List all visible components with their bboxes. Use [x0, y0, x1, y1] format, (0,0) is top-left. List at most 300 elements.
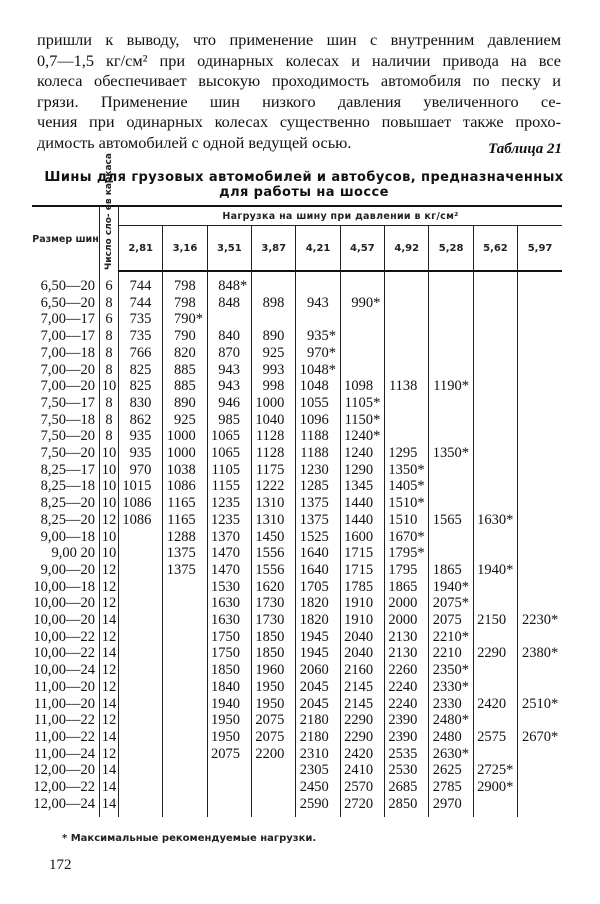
- cell-load: [119, 378, 163, 395]
- load-value: 1910: [344, 595, 374, 612]
- cell-ply-count: 14: [100, 762, 119, 779]
- cell-ply-count: 12: [100, 595, 119, 612]
- cell-load: [163, 311, 207, 328]
- load-value: 2420: [477, 695, 507, 712]
- cell-load: [473, 362, 517, 379]
- load-value: 2310: [299, 745, 329, 762]
- table-title: [40, 170, 568, 200]
- table-row: [32, 729, 562, 746]
- cell-ply-count: 8: [100, 412, 119, 429]
- load-value: 1000: [166, 428, 196, 445]
- header-pressure: 5,97: [518, 226, 562, 272]
- cell-load: [296, 729, 340, 746]
- load-value: 935: [306, 328, 329, 345]
- load-value: 1950: [211, 728, 241, 745]
- load-value: 1820: [299, 595, 329, 612]
- table-row: [32, 328, 562, 345]
- cell-load: [207, 378, 251, 395]
- cell-load: [207, 478, 251, 495]
- cell-load: [473, 662, 517, 679]
- cell-load: [252, 428, 296, 445]
- header-tire-size: [32, 206, 100, 271]
- cell-load: [340, 645, 384, 662]
- header-pressure: 5,62: [473, 226, 517, 272]
- cell-load: [385, 779, 429, 796]
- cell-load: [518, 271, 562, 295]
- load-value: 1375: [166, 545, 196, 562]
- load-value: 1640: [299, 561, 329, 578]
- cell-load: [385, 328, 429, 345]
- load-value: 890: [173, 394, 196, 411]
- cell-load: [296, 779, 340, 796]
- cell-load: [518, 328, 562, 345]
- load-value: 885: [173, 378, 196, 395]
- load-value: 1945: [299, 628, 329, 645]
- max-load-asterisk: *: [461, 378, 469, 395]
- load-value: 2130: [388, 628, 418, 645]
- cell-load: [207, 562, 251, 579]
- table-row: [32, 271, 562, 295]
- cell-load: [163, 478, 207, 495]
- load-value: 1105: [344, 394, 374, 411]
- cell-load: [473, 579, 517, 596]
- cell-load: [429, 462, 473, 479]
- max-load-asterisk: *: [506, 561, 514, 578]
- load-value: 2045: [299, 678, 329, 695]
- cell-load: [518, 696, 562, 713]
- cell-load: [252, 462, 296, 479]
- load-value: 1950: [255, 695, 285, 712]
- load-value: 993: [262, 361, 285, 378]
- cell-load: [296, 529, 340, 546]
- header-pressure: 5,28: [429, 226, 473, 272]
- cell-load: [207, 612, 251, 629]
- cell-load: [385, 662, 429, 679]
- table-row: [32, 796, 562, 817]
- load-value: 1470: [211, 545, 241, 562]
- cell-load: [207, 796, 251, 817]
- cell-load: [340, 512, 384, 529]
- cell-load: [385, 271, 429, 295]
- cell-load: [429, 271, 473, 295]
- cell-load: [252, 562, 296, 579]
- cell-load: [119, 445, 163, 462]
- cell-load: [119, 462, 163, 479]
- load-value: 2075: [432, 612, 462, 629]
- load-value: 1940: [432, 578, 462, 595]
- load-value: 1285: [299, 478, 329, 495]
- cell-load: [473, 529, 517, 546]
- load-value: 1670: [388, 528, 418, 545]
- cell-load: [340, 295, 384, 312]
- load-value: 1086: [122, 495, 152, 512]
- cell-load: [207, 746, 251, 763]
- cell-load: [119, 645, 163, 662]
- cell-load: [340, 462, 384, 479]
- load-value: 2630: [432, 745, 462, 762]
- cell-load: [163, 271, 207, 295]
- cell-tire-size: 8,25—20: [40, 495, 95, 512]
- cell-tire-size: 10,00—20: [33, 595, 95, 612]
- cell-load: [473, 428, 517, 445]
- load-value: 2570: [344, 779, 374, 796]
- load-value: 1850: [211, 662, 241, 679]
- cell-load: [207, 395, 251, 412]
- cell-load: [518, 662, 562, 679]
- cell-tire-size: 7,00—17: [40, 328, 95, 345]
- cell-load: [252, 295, 296, 312]
- cell-load: [429, 679, 473, 696]
- load-value: 2145: [344, 695, 374, 712]
- cell-load: [163, 662, 207, 679]
- load-value: 790: [173, 311, 196, 328]
- cell-load: [163, 579, 207, 596]
- load-value: 925: [262, 344, 285, 361]
- cell-load: [518, 645, 562, 662]
- cell-load: [429, 428, 473, 445]
- load-value: 2480: [432, 728, 462, 745]
- load-value: 1450: [255, 528, 285, 545]
- cell-load: [473, 328, 517, 345]
- cell-load: [252, 395, 296, 412]
- cell-ply-count: 10: [100, 545, 119, 562]
- table-label: Таблица 21: [488, 141, 562, 157]
- cell-load: [473, 495, 517, 512]
- cell-load: [119, 495, 163, 512]
- load-value: 1960: [255, 662, 285, 679]
- cell-tire-size: 8,25—18: [40, 478, 95, 495]
- load-value: 2290: [477, 645, 507, 662]
- load-value: 1190: [433, 378, 462, 395]
- cell-load: [207, 679, 251, 696]
- cell-tire-size: 11,00—22: [33, 712, 95, 729]
- table-row: [32, 595, 562, 612]
- load-value: 2210: [432, 628, 462, 645]
- cell-load: [163, 712, 207, 729]
- max-load-asterisk: *: [417, 461, 425, 478]
- load-value: 1048: [299, 378, 329, 395]
- cell-load: [252, 529, 296, 546]
- cell-load: [340, 478, 384, 495]
- load-value: 1556: [255, 545, 285, 562]
- cell-load: [340, 762, 384, 779]
- load-value: 848: [218, 294, 241, 311]
- cell-tire-size: 6,50—20: [40, 277, 95, 294]
- max-load-asterisk: *: [417, 478, 425, 495]
- load-value: 2590: [299, 795, 329, 812]
- load-value: 798: [173, 278, 196, 294]
- body-paragraph: [37, 30, 561, 153]
- cell-load: [252, 679, 296, 696]
- cell-load: [518, 378, 562, 395]
- cell-tire-size: 7,50—20: [40, 428, 95, 445]
- load-value: 2350: [432, 662, 462, 679]
- cell-load: [296, 362, 340, 379]
- table-title-line: Шины для грузовых автомобилей и автобусов, предназначенных: [44, 170, 564, 185]
- table-row: [32, 495, 562, 512]
- cell-load: [340, 311, 384, 328]
- load-value: 2040: [344, 645, 374, 662]
- cell-ply-count: 8: [100, 395, 119, 412]
- load-value: 2130: [388, 645, 418, 662]
- cell-load: [119, 395, 163, 412]
- cell-load: [340, 529, 384, 546]
- cell-load: [518, 679, 562, 696]
- cell-load: [163, 746, 207, 763]
- cell-ply-count: 14: [100, 796, 119, 817]
- cell-load: [207, 512, 251, 529]
- max-load-asterisk: *: [373, 394, 381, 411]
- cell-tire-size: 7,50—18: [40, 411, 95, 428]
- load-value: 1910: [344, 612, 374, 629]
- cell-load: [163, 495, 207, 512]
- cell-load: [252, 495, 296, 512]
- cell-load: [518, 729, 562, 746]
- cell-load: [518, 311, 562, 328]
- load-value: 1235: [211, 511, 241, 528]
- cell-load: [252, 478, 296, 495]
- load-value: 1128: [255, 428, 285, 445]
- cell-load: [340, 679, 384, 696]
- load-value: 1138: [388, 378, 418, 395]
- cell-load: [429, 412, 473, 429]
- cell-load: [163, 696, 207, 713]
- cell-load: [252, 729, 296, 746]
- table-row: [32, 378, 562, 395]
- cell-load: [296, 311, 340, 328]
- load-value: 2160: [344, 662, 374, 679]
- cell-load: [429, 779, 473, 796]
- cell-load: [385, 645, 429, 662]
- table-row: [32, 478, 562, 495]
- max-load-asterisk: *: [373, 428, 381, 445]
- cell-load: [163, 328, 207, 345]
- cell-load: [340, 696, 384, 713]
- cell-load: [163, 462, 207, 479]
- cell-load: [252, 762, 296, 779]
- load-value: 2240: [388, 695, 418, 712]
- cell-load: [473, 311, 517, 328]
- cell-load: [252, 579, 296, 596]
- cell-load: [429, 729, 473, 746]
- load-value: 1086: [166, 478, 196, 495]
- cell-load: [340, 445, 384, 462]
- load-value: 1015: [122, 478, 152, 495]
- cell-ply-count: 10: [100, 478, 119, 495]
- load-value: 1040: [255, 411, 285, 428]
- cell-tire-size: 11,00—24: [33, 745, 95, 762]
- cell-load: [429, 295, 473, 312]
- cell-load: [429, 629, 473, 646]
- cell-load: [207, 629, 251, 646]
- load-value: 2210: [432, 645, 462, 662]
- load-value: 798: [173, 294, 196, 311]
- cell-load: [473, 478, 517, 495]
- cell-load: [119, 311, 163, 328]
- load-value: 985: [218, 411, 241, 428]
- table-row: [32, 645, 562, 662]
- max-load-asterisk: *: [506, 762, 514, 779]
- cell-load: [340, 545, 384, 562]
- cell-load: [340, 712, 384, 729]
- cell-load: [473, 562, 517, 579]
- cell-load: [163, 612, 207, 629]
- cell-load: [429, 445, 473, 462]
- load-value: 1440: [344, 511, 374, 528]
- cell-load: [429, 662, 473, 679]
- cell-load: [252, 645, 296, 662]
- cell-load: [385, 696, 429, 713]
- max-load-asterisk: *: [461, 662, 469, 679]
- table-row: [32, 629, 562, 646]
- cell-load: [518, 595, 562, 612]
- cell-ply-count: 10: [100, 445, 119, 462]
- cell-load: [252, 746, 296, 763]
- load-value: 1730: [255, 595, 285, 612]
- cell-load: [296, 696, 340, 713]
- load-value: 2685: [388, 779, 418, 796]
- load-value: 1065: [211, 445, 241, 462]
- load-value: 1525: [299, 528, 329, 545]
- cell-load: [340, 428, 384, 445]
- cell-load: [252, 362, 296, 379]
- cell-load: [119, 428, 163, 445]
- load-value: 1222: [255, 478, 285, 495]
- cell-load: [296, 712, 340, 729]
- load-value: 1375: [299, 511, 329, 528]
- cell-load: [207, 462, 251, 479]
- cell-load: [340, 779, 384, 796]
- cell-load: [429, 595, 473, 612]
- table-row: [32, 712, 562, 729]
- cell-load: [340, 629, 384, 646]
- cell-load: [473, 762, 517, 779]
- load-value: 1188: [300, 428, 329, 445]
- cell-load: [252, 412, 296, 429]
- cell-tire-size: 9,00 20: [51, 545, 95, 562]
- table-row: [32, 779, 562, 796]
- load-value: 2480: [432, 712, 462, 729]
- cell-load: [296, 746, 340, 763]
- table-row: [32, 545, 562, 562]
- cell-tire-size: 9,00—20: [40, 561, 95, 578]
- load-value: 1375: [299, 495, 329, 512]
- cell-ply-count: 12: [100, 662, 119, 679]
- cell-load: [385, 412, 429, 429]
- cell-load: [518, 545, 562, 562]
- cell-load: [340, 796, 384, 817]
- cell-load: [163, 412, 207, 429]
- max-load-asterisk: *: [551, 612, 559, 629]
- cell-load: [163, 445, 207, 462]
- cell-ply-count: 12: [100, 512, 119, 529]
- cell-load: [340, 412, 384, 429]
- load-value: 1795: [388, 561, 418, 578]
- cell-tire-size: 11,00—20: [33, 678, 95, 695]
- table-row: [32, 696, 562, 713]
- cell-load: [163, 295, 207, 312]
- header-pressure: 4,21: [296, 226, 340, 272]
- cell-load: [207, 311, 251, 328]
- load-value: 1715: [344, 561, 374, 578]
- load-value: 2200: [255, 745, 285, 762]
- cell-load: [296, 512, 340, 529]
- load-value: 1055: [299, 394, 329, 411]
- cell-load: [296, 462, 340, 479]
- cell-tire-size: 7,50—20: [40, 445, 95, 462]
- cell-load: [385, 762, 429, 779]
- load-value: 1440: [344, 495, 374, 512]
- cell-load: [207, 495, 251, 512]
- cell-load: [119, 579, 163, 596]
- cell-load: [473, 796, 517, 817]
- cell-load: [385, 478, 429, 495]
- cell-tire-size: 10,00—20: [33, 612, 95, 629]
- load-value: 830: [129, 394, 152, 411]
- load-value: 848: [218, 278, 241, 294]
- cell-load: [429, 478, 473, 495]
- load-value: 1730: [255, 612, 285, 629]
- cell-tire-size: 8,25—17: [40, 461, 95, 478]
- cell-ply-count: 14: [100, 696, 119, 713]
- load-value: 885: [173, 361, 196, 378]
- header-pressure: 4,57: [340, 226, 384, 272]
- cell-load: [119, 746, 163, 763]
- cell-load: [385, 395, 429, 412]
- load-value: 1295: [388, 445, 418, 462]
- cell-ply-count: 12: [100, 712, 119, 729]
- cell-tire-size: 7,00—17: [40, 311, 95, 328]
- cell-tire-size: 9,00—18: [40, 528, 95, 545]
- max-load-asterisk: *: [328, 344, 336, 361]
- max-load-asterisk: *: [417, 495, 425, 512]
- cell-load: [252, 779, 296, 796]
- cell-load: [340, 495, 384, 512]
- cell-load: [296, 545, 340, 562]
- load-value: 1288: [166, 528, 196, 545]
- cell-load: [163, 645, 207, 662]
- load-value: 2670: [522, 728, 551, 745]
- cell-tire-size: 12,00—24: [33, 795, 95, 812]
- cell-tire-size: 10,00—18: [33, 578, 95, 595]
- cell-load: [429, 645, 473, 662]
- cell-ply-count: 8: [100, 328, 119, 345]
- cell-load: [518, 529, 562, 546]
- cell-load: [119, 796, 163, 817]
- cell-load: [119, 696, 163, 713]
- cell-load: [296, 412, 340, 429]
- paragraph-line: димость автомобилей с одной ведущей осью.: [37, 132, 352, 152]
- cell-load: [119, 562, 163, 579]
- load-value: 1155: [211, 478, 241, 495]
- cell-load: [252, 512, 296, 529]
- load-value: 1350: [432, 445, 462, 462]
- load-value: 1098: [344, 378, 374, 395]
- load-value: 2390: [388, 712, 418, 729]
- load-value: 744: [129, 278, 152, 294]
- cell-ply-count: 12: [100, 679, 119, 696]
- load-value: 1105: [211, 461, 241, 478]
- load-value: 735: [129, 311, 152, 328]
- cell-load: [385, 579, 429, 596]
- cell-load: [518, 295, 562, 312]
- table-row: [32, 395, 562, 412]
- cell-load: [163, 428, 207, 445]
- cell-load: [207, 545, 251, 562]
- load-value: 2410: [344, 762, 374, 779]
- cell-load: [429, 362, 473, 379]
- cell-ply-count: 8: [100, 362, 119, 379]
